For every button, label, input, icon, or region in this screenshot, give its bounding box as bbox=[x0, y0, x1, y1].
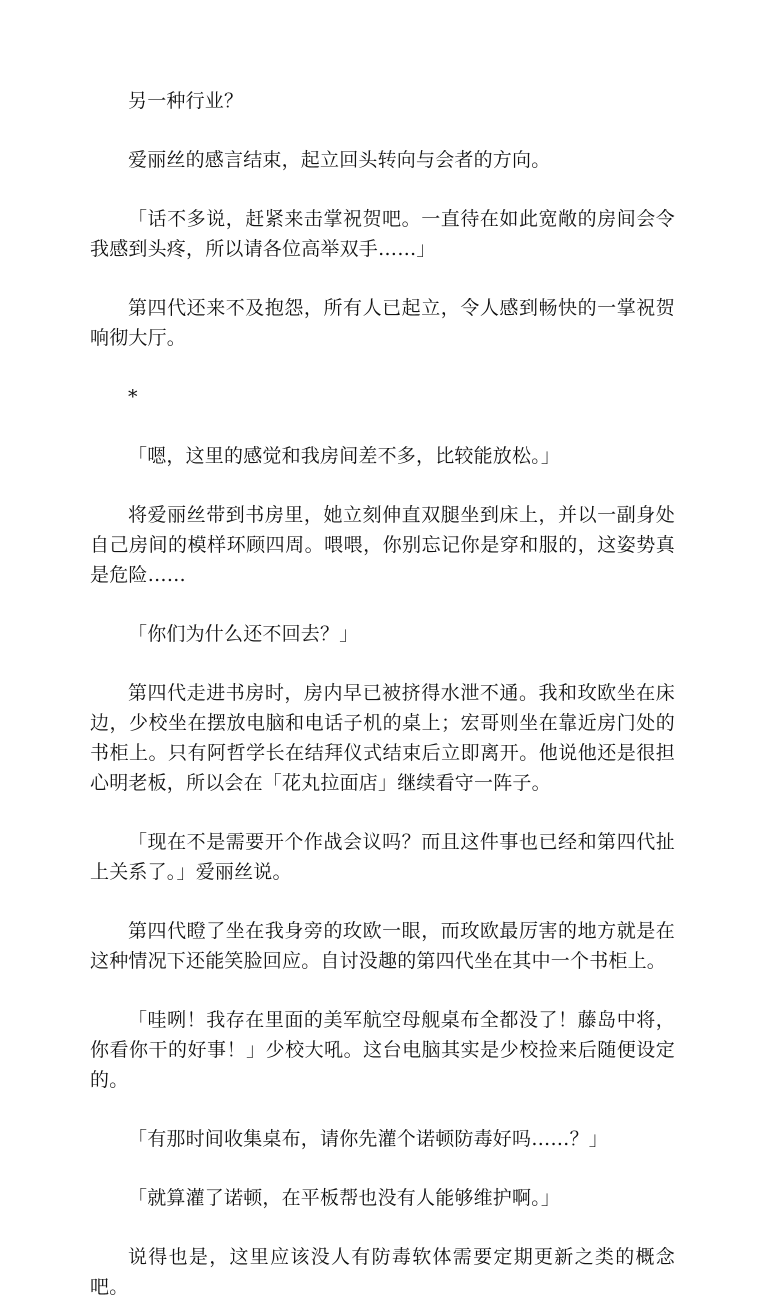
paragraph: 「现在不是需要开个作战会议吗？而且这件事也已经和第四代扯上关系了。」爱丽丝说。 bbox=[90, 831, 675, 883]
paragraph: 「嗯，这里的感觉和我房间差不多，比较能放松。」 bbox=[128, 445, 561, 467]
paragraph: 爱丽丝的感言结束，起立回头转向与会者的方向。 bbox=[128, 149, 551, 171]
paragraph: 「你们为什么还不回去？」 bbox=[128, 623, 359, 645]
paragraph: 说得也是，这里应该没人有防毒软体需要定期更新之类的概念吧。 bbox=[90, 1246, 675, 1298]
paragraph: 「话不多说，赶紧来击掌祝贺吧。一直待在如此宽敞的房间会令我感到头疼，所以请各位高举双手……」 bbox=[90, 208, 675, 260]
paragraph: 第四代瞪了坐在我身旁的玫欧一眼，而玫欧最厉害的地方就是在这种情况下还能笑脸回应。自讨没趣的第四代坐在其中一个书柜上。 bbox=[90, 920, 675, 972]
paragraph: 「有那时间收集桌布，请你先灌个诺顿防毒好吗……？」 bbox=[128, 1128, 609, 1150]
paragraph: 将爱丽丝带到书房里，她立刻伸直双腿坐到床上，并以一副身处自己房间的模样环顾四周。喂喂，你别忘记你是穿和服的，这姿势真是危险…… bbox=[90, 504, 675, 586]
paragraph: 第四代走进书房时，房内早已被挤得水泄不通。我和玫欧坐在床边，少校坐在摆放电脑和电话子机的桌上；宏哥则坐在靠近房门处的书柜上。只有阿哲学长在结拜仪式结束后立即离开。他说他还是很担心明老板，所以会在「花丸拉面店」继续看守一阵子。 bbox=[90, 682, 675, 794]
paragraph: 第四代还来不及抱怨，所有人已起立，令人感到畅快的一掌祝贺响彻大厅。 bbox=[90, 297, 675, 349]
section-break: * bbox=[128, 386, 138, 408]
paragraph: 「哇咧！我存在里面的美军航空母舰桌布全都没了！藤岛中将，你看你干的好事！」少校大吼。这台电脑其实是少校捡来后随便设定的。 bbox=[90, 1009, 675, 1091]
paragraph: 另一种行业？ bbox=[128, 90, 244, 112]
paragraph: 「就算灌了诺顿，在平板帮也没有人能够维护啊。」 bbox=[128, 1187, 561, 1209]
